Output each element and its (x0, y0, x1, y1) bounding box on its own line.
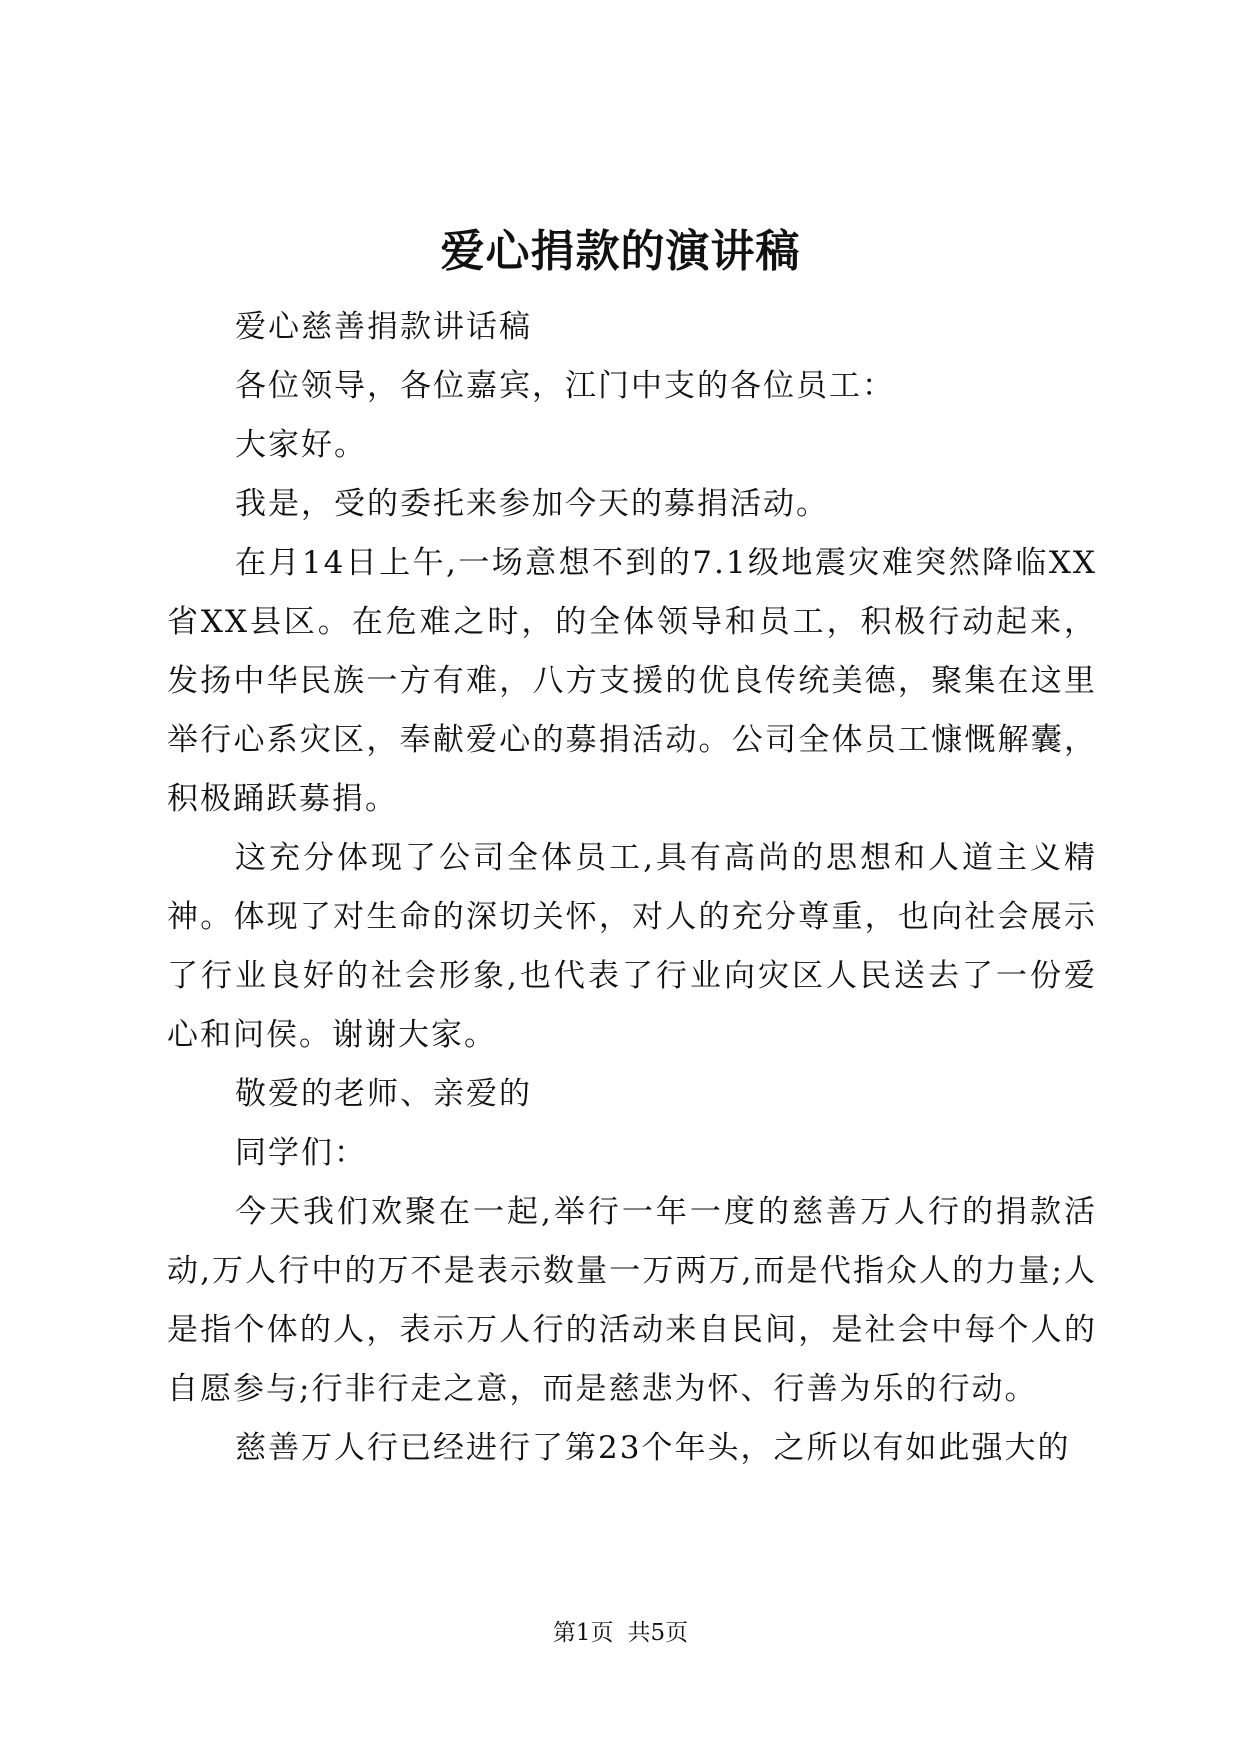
paragraph: 爱心慈善捐款讲话稿 (235, 309, 532, 345)
paragraph: 在月14日上午,一场意想不到的7.1级地震灾难突然降临XX省XX县区。在危难之时，的全体领导和员工，积极行动起来，发扬中华民族一方有难，八方支援的优良传统美德，聚集在这里举行心系灾区，奉献爱心的募捐活动。公司全体员工慷慨解囊，积极踊跃募捐。 (167, 545, 1097, 817)
paragraph: 今天我们欢聚在一起,举行一年一度的慈善万人行的捐款活动,万人行中的万不是表示数量一万两万,而是代指众人的力量;人是指个体的人，表示万人行的活动来自民间，是社会中每个人的自愿参与;行非行走之意，而是慈悲为怀、行善为乐的行动。 (167, 1194, 1097, 1407)
page-footer (0, 1618, 1241, 1648)
paragraph: 同学们： (235, 1135, 367, 1171)
page-number: 第1页 (552, 1620, 614, 1646)
paragraph: 慈善万人行已经进行了第23个年头，之所以有如此强大的 (235, 1430, 1071, 1466)
paragraph: 这充分体现了公司全体员工,具有高尚的思想和人道主义精神。体现了对生命的深切关怀，对人的充分尊重，也向社会展示了行业良好的社会形象,也代表了行业向灾区人民送去了一份爱心和问侯。谢谢大家。 (167, 840, 1097, 1053)
document-title: 爱心捐款的演讲稿 (440, 226, 801, 277)
paragraph: 我是，受的委托来参加今天的募捐活动。 (235, 486, 829, 522)
paragraph: 敬爱的老师、亲爱的 (235, 1076, 532, 1112)
paragraph: 大家好。 (235, 427, 367, 463)
page-total: 共5页 (627, 1620, 689, 1646)
document-body (167, 298, 1097, 1478)
paragraph: 各位领导，各位嘉宾，江门中支的各位员工： (235, 368, 895, 404)
